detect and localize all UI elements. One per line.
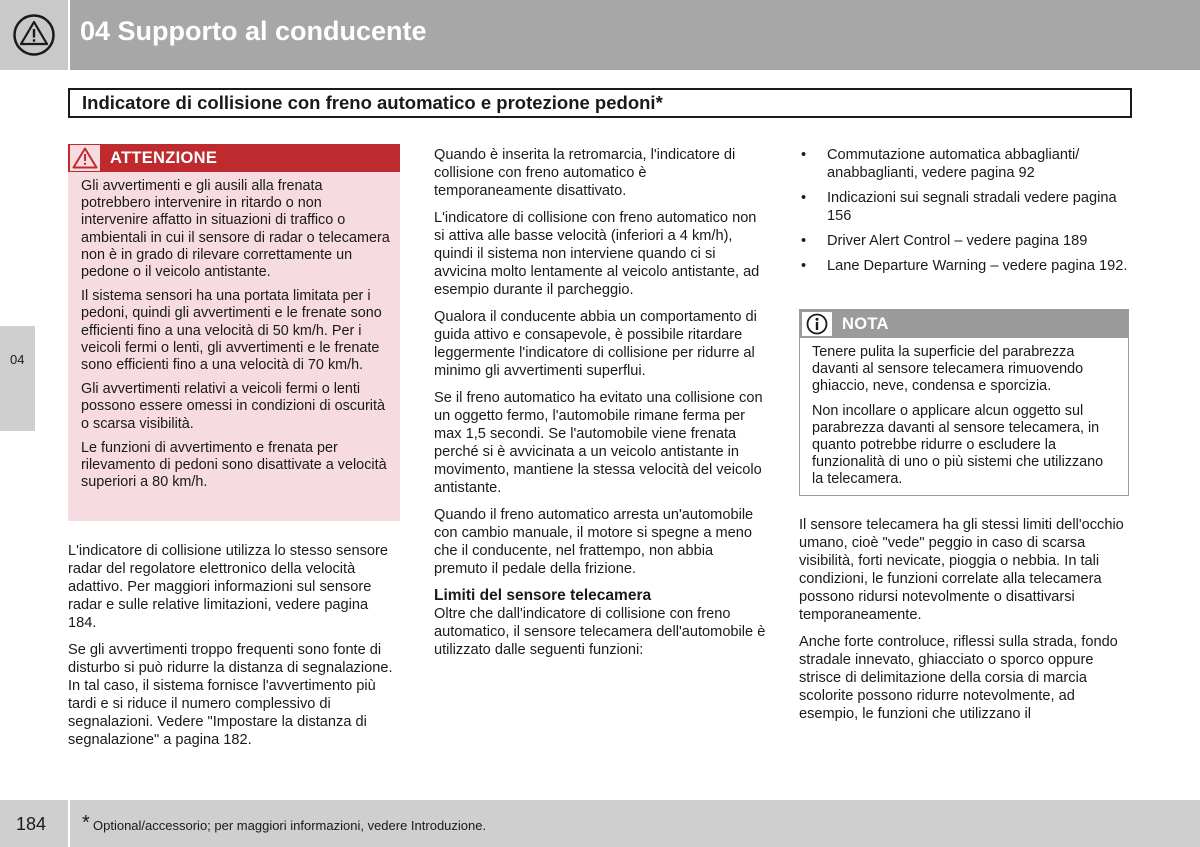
section-title: Indicatore di collisione con freno automatico e protezione pedoni* [82,92,663,113]
column-3-text [799,516,1131,732]
warning-paragraph: Gli avvertimenti relativi a veicoli fermi o lenti possono essere omessi in condizioni di oscurità o scarsa visibilità. [81,381,385,432]
bullet-list [799,146,1131,275]
bullet-item: • Lane Departure Warning – vedere pagina 192. [799,257,1131,275]
warning-label: ATTENZIONE [110,148,218,167]
body-paragraph: Se il freno automatico ha evitato una collisione con un oggetto fermo, l'automobile rimane ferma per max 1,5 secondi. Se l'automobile viene frenata perché si è avvicinata a un veicolo antistante in movimento, mantiene la stessa velocità del veicolo antistante. [434,390,763,496]
page-number: 184 [16,814,47,834]
note-header [800,310,1128,338]
chapter-side-tab [0,326,35,431]
footer-bar [70,800,1200,847]
warning-body [68,172,400,491]
warning-paragraph: Le funzioni di avvertimento e frenata per rilevamento di pedoni sono disattivate a velocità superiori a 80 km/h. [81,439,387,491]
note-paragraph: Tenere pulita la superficie del parabrezza davanti al sensore telecamera rimuovendo ghiaccio, neve, condensa e sporcizia. [812,344,1084,395]
bullet-item: • Commutazione automatica abbaglianti/ anabbaglianti, vedere pagina 92 [799,146,1131,182]
warning-paragraph: Gli avvertimenti e gli ausili alla frenata potrebbero intervenire in ritardo o non intervenire affatto in situazioni di traffico o ambientali in cui il sensore di radar o telecamera non è in grado di rilevare correttamente un pedone o il veicolo antistante. [81,178,390,281]
warning-box [68,144,400,521]
warning-header [68,144,400,172]
bullet-item: • Driver Alert Control – vedere pagina 189 [799,232,1131,250]
warning-triangle-icon [72,147,98,169]
footnote-star: * [82,812,90,834]
subheading: Limiti del sensore telecamera [434,587,652,604]
info-icon-box [802,312,832,336]
note-box [799,309,1129,496]
column-2-text [434,146,768,668]
warning-triangle-icon [12,13,56,57]
side-tab-label: 04 [10,352,25,367]
section-heading [68,88,1132,118]
body-paragraph: L'indicatore di collisione utilizza lo stesso sensore radar del regolatore elettronico della velocità adattivo. Per maggiori informazioni sul sensore radar e sulle relative limitazioni, vedere pagina 184. [68,543,388,631]
warning-icon-box [70,145,100,171]
body-paragraph: Se gli avvertimenti troppo frequenti sono fonte di disturbo si può ridurre la distanza di segnalazione. In tal caso, il sistema fornisce l'avvertimento più tardi e si riduce il numero complessivo di segnalazioni. Vedere "Impostare la distanza di segnalazione" a pagina 182. [68,642,393,748]
body-paragraph: Qualora il conducente abbia un comportamento di guida attivo e consapevole, è possibile ritardare leggermente l'indicatore di collisione per ridurre al minimo gli avvertimenti superflui. [434,309,757,379]
page-number-box [0,800,68,847]
chapter-title: 04 Supporto al conducente [80,16,427,46]
info-icon [806,313,828,335]
body-paragraph: Anche forte controluce, riflessi sulla strada, fondo stradale innevato, ghiacciato o sporco oppure strisce di delimitazione della corsia di marcia scolorite possono ridurre notevolmente, ad esempio, le funzioni che utilizzano il [799,634,1118,722]
body-paragraph: Quando è inserita la retromarcia, l'indicatore di collisione con freno automatico è temporaneamente disattivato. [434,147,736,199]
note-paragraph: Non incollare o applicare alcun oggetto sul parabrezza davanti al sensore telecamera, in quanto potrebbe ridurre o escludere la funzionalità di uno o più sistemi che utilizzano la telecamera. [812,402,1104,488]
bullet-item: • Indicazioni sui segnali stradali vedere pagina 156 [799,189,1131,225]
footnote-text: Optional/accessorio; per maggiori informazioni, vedere Introduzione. [93,818,487,833]
column-3-bullets [799,146,1131,282]
note-body [800,338,1128,489]
body-paragraph: Quando il freno automatico arresta un'automobile con cambio manuale, il motore si spegne a meno che il conducente, nel frattempo, non abbia premuto il pedale della frizione. [434,507,754,577]
chapter-warning-icon-box [0,0,68,70]
body-paragraph: Il sensore telecamera ha gli stessi limiti dell'occhio umano, cioè "vede" peggio in caso di scarsa visibilità, forti nevicate, pioggia o nebbia. In tali condizioni, le funzioni correlate alla telecamera possono ridursi notevolmente o disattivarsi temporaneamente. [799,517,1124,623]
warning-paragraph: Il sistema sensori ha una portata limitata per i pedoni, quindi gli avvertimenti e le frenate sono efficienti fino a una velocità di 50 km/h. Per i veicoli fermi o lenti, gli avvertimenti e le frenate sono efficienti fino a una velocità di 70 km/h. [81,288,382,374]
column-1-text [68,542,400,758]
body-paragraph: L'indicatore di collisione con freno automatico non si attiva alle basse velocità (inferiori a 4 km/h), quindi il sistema non interviene quando ci si avvicina molto lentamente al veicolo antistante, ad esempio durante il parcheggio. [434,210,760,298]
note-label: NOTA [842,314,889,333]
body-paragraph: Oltre che dall'indicatore di collisione con freno automatico, il sensore telecamera dell'automobile è utilizzato dalle seguenti funzioni: [434,606,766,658]
